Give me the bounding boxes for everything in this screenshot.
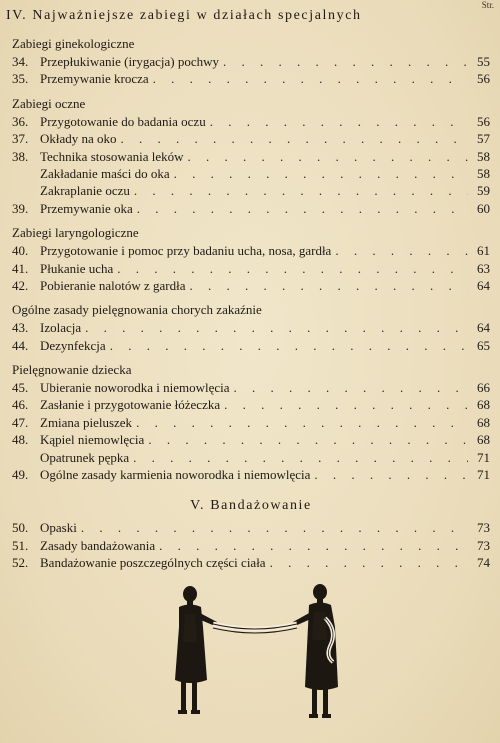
leader-dots: [148, 431, 468, 448]
toc-entry: [12, 260, 490, 277]
entry-page-number: 65: [477, 337, 490, 353]
entry-page-number: 73: [477, 537, 490, 553]
entry-number: 37.: [12, 131, 29, 147]
entry-title: Przepłukiwanie (irygacja) pochwy: [40, 54, 220, 69]
entry-page-number: 68: [477, 432, 490, 448]
entry-number: 47.: [12, 414, 29, 430]
entry-page-number: 71: [477, 449, 490, 465]
entry-title: Zasłanie i przygotowanie łóżeczka: [40, 397, 221, 413]
entry-number: 49.: [12, 467, 29, 483]
entry-title: Zakraplanie oczu: [40, 183, 130, 199]
entry-page-number: 68: [477, 414, 490, 430]
toc-entry: [12, 130, 490, 147]
leader-dots: [210, 113, 468, 130]
toc-entry: [12, 113, 490, 130]
entry-title: Zasady bandażowania: [40, 537, 156, 553]
entry-title: Ogólne zasady karmienia noworodka i niemowlęcia: [40, 467, 311, 483]
leader-dots: [117, 260, 468, 277]
section-4-title: IV. Najważniejsze zabiegi w działach specjalnych: [6, 8, 362, 23]
leader-dots: [81, 519, 468, 536]
leader-dots: [174, 165, 468, 182]
entry-title: Przemywanie krocza: [40, 71, 149, 87]
entry-title: Technika stosowania leków: [40, 148, 184, 164]
entry-page-number: 64: [477, 277, 490, 293]
leader-dots: [110, 337, 468, 354]
two-nurses-rolling-bandage-illustration: [165, 582, 345, 730]
group-heading: Zabiegi oczne: [12, 95, 86, 111]
table-of-contents: [12, 34, 490, 572]
entry-title: Okłady na oko: [40, 131, 117, 147]
toc-entry: [12, 53, 490, 70]
toc-entry: [12, 466, 490, 483]
entry-page-number: 55: [477, 54, 490, 69]
entry-page-number: 64: [477, 320, 490, 336]
entry-page-number: 56: [477, 71, 490, 87]
leader-dots: [134, 182, 468, 199]
entry-title: Przemywanie oka: [40, 200, 133, 216]
group-heading: Ogólne zasady pielęgnowania chorych zakaźnie: [12, 302, 262, 318]
toc-entry: [12, 449, 490, 466]
entry-number: 43.: [12, 320, 29, 336]
leader-dots: [234, 379, 468, 396]
leader-dots: [133, 449, 468, 466]
leader-dots: [270, 554, 468, 571]
toc-entry: [12, 396, 490, 413]
leader-dots: [85, 319, 468, 336]
entry-number: 39.: [12, 200, 29, 216]
toc-entry: [12, 379, 490, 396]
toc-entry: [12, 414, 490, 431]
entry-number: 35.: [12, 71, 29, 87]
toc-entry: [12, 537, 490, 554]
entry-title: Przygotowanie i pomoc przy badaniu ucha, nosa, gardła: [40, 243, 332, 259]
toc-entry: [12, 70, 490, 87]
entry-number: 38.: [12, 148, 29, 164]
entry-page-number: 73: [477, 520, 490, 536]
entry-title: Przygotowanie do badania oczu: [40, 113, 206, 129]
group-heading: Zabiegi ginekologiczne: [12, 36, 135, 51]
entry-number: 45.: [12, 380, 29, 396]
entry-number: 46.: [12, 397, 29, 413]
entry-page-number: 66: [477, 380, 490, 396]
entry-number: 41.: [12, 260, 29, 276]
leader-dots: [189, 277, 468, 294]
entry-title: Zakładanie maści do oka: [40, 165, 170, 181]
entry-number: 40.: [12, 243, 29, 259]
entry-page-number: 58: [477, 148, 490, 164]
entry-page-number: 60: [477, 200, 490, 216]
toc-entry: [12, 165, 490, 182]
toc-entry: [12, 242, 490, 259]
entry-page-number: 56: [477, 113, 490, 129]
entry-title: Zmiana pieluszek: [40, 414, 133, 430]
leader-dots: [137, 200, 468, 217]
leader-dots: [335, 242, 468, 259]
toc-entry: [12, 200, 490, 217]
entry-page-number: 59: [477, 183, 490, 199]
toc-entry: [12, 519, 490, 536]
entry-number: 52.: [12, 555, 29, 571]
entry-number: 48.: [12, 432, 29, 448]
toc-entry: [12, 319, 490, 336]
entry-title: Pobieranie nalotów z gardła: [40, 277, 186, 293]
page-column-label: Str.: [481, 0, 494, 10]
entry-page-number: 68: [477, 397, 490, 413]
entry-number: 36.: [12, 113, 29, 129]
leader-dots: [121, 130, 468, 147]
entry-number: 51.: [12, 537, 29, 553]
leader-dots: [159, 537, 468, 554]
toc-entry: [12, 337, 490, 354]
entry-page-number: 74: [477, 555, 490, 571]
entry-page-number: 58: [477, 165, 490, 181]
entry-title: Ubieranie noworodka i niemowlęcia: [40, 380, 230, 396]
entry-page-number: 63: [477, 260, 490, 276]
entry-title: Opatrunek pępka: [40, 449, 130, 465]
entry-page-number: 61: [477, 243, 490, 259]
toc-entry: [12, 148, 490, 165]
entry-page-number: 71: [477, 467, 490, 483]
leader-dots: [223, 53, 468, 70]
entry-title: Dezynfekcja: [40, 337, 106, 353]
entry-title: Bandażowanie poszczególnych części ciała: [40, 555, 266, 571]
leader-dots: [188, 148, 469, 165]
leader-dots: [136, 414, 468, 431]
entry-number: 44.: [12, 337, 29, 353]
toc-entry: [12, 554, 490, 571]
group-heading: Zabiegi laryngologiczne: [12, 225, 139, 241]
entry-title: Płukanie ucha: [40, 260, 114, 276]
entry-page-number: 57: [477, 131, 490, 147]
section-5-title: V. Bandażowanie: [190, 498, 312, 514]
entry-title: Opaski: [40, 520, 77, 536]
leader-dots: [314, 466, 468, 483]
toc-entry: [12, 277, 490, 294]
leader-dots: [224, 396, 468, 413]
toc-entry: [12, 431, 490, 448]
entry-number: 42.: [12, 277, 29, 293]
entry-number: 50.: [12, 520, 29, 536]
entry-title: Izolacja: [40, 320, 82, 336]
leader-dots: [153, 70, 468, 87]
group-heading: Pielęgnowanie dziecka: [12, 362, 132, 378]
entry-number: 34.: [12, 54, 29, 69]
toc-entry: [12, 182, 490, 199]
entry-title: Kąpiel niemowlęcia: [40, 432, 145, 448]
